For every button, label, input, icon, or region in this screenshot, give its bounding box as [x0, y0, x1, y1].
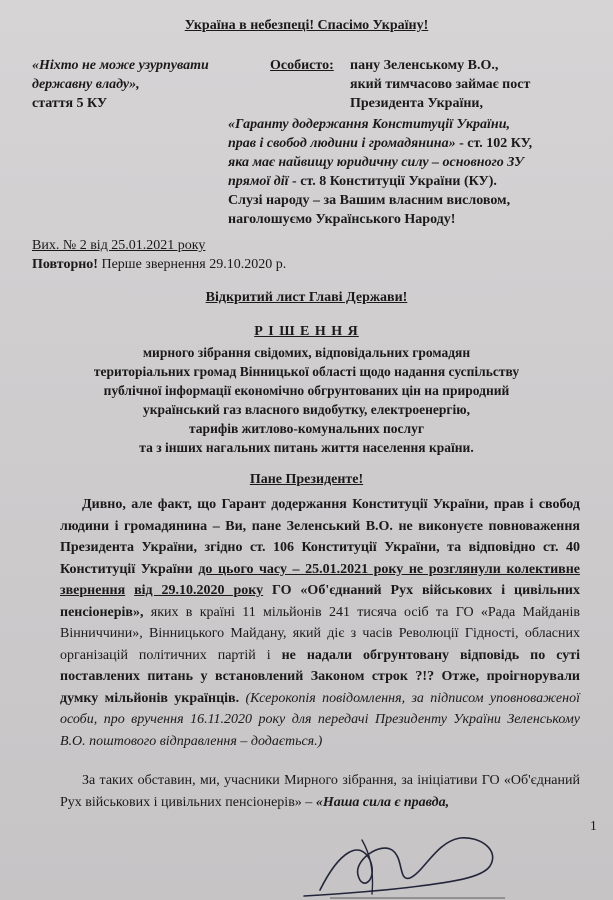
addressee-line-6: яка має найвищу юридичну силу – основного ЗУ	[228, 155, 524, 170]
p1-text-f: яких в країні 11 мільйонів 241 тисяча осіб та ГО «Рада Майданів Вінниччини», Вінницького Майдану, який діє з часів Революції Гідності, обласних організацій політичних партій і	[60, 604, 580, 663]
decision-line-1: мирного зібрання свідомих, відповідальних громадян	[142, 345, 471, 360]
addressee-line-7	[228, 174, 497, 190]
addressee-line-1: пану Зеленському В.О.,	[350, 58, 499, 73]
addressee-line-5-italic: прав і свобод людини і громадянина»	[228, 136, 456, 151]
repeat-label: Повторно!	[32, 257, 98, 272]
p1-text-a: Дивно, але факт, що Гарант додержання Конституції України, прав і свобод людини і громадянина – Ви, пане Зеленський В.О. не виконуєте повноваження Президента України, згідно ст. 106 Конституції України, та відповідно ст. 40 Конституції України	[60, 497, 580, 577]
p1-text-e: ГО «Об'єднаний Рух військових і цивільних пенсіонерів»,	[60, 583, 580, 620]
p1-text-h: (Ксерокопія повідомлення, за підписом уповноваженої особи, про вручення 16.11.2020 року для передачі Президенту України Зеленському В.О. поштового відправлення – додається.)	[60, 690, 580, 749]
page-number: 1	[590, 818, 597, 833]
signature	[300, 820, 510, 900]
repeat-text: Перше звернення 29.10.2020 р.	[101, 257, 287, 272]
addressee-line-8: Слузі народу – за Вашим власним висловом,	[228, 193, 511, 208]
paragraph-2	[60, 770, 580, 813]
p2-text-b: «Наша сила є правда,	[315, 794, 450, 810]
addressee-line-4: «Гаранту додержання Конституції України,	[228, 117, 510, 132]
open-letter-title: Відкритий лист Главі Держави!	[205, 290, 408, 305]
p1-text-c	[125, 583, 134, 598]
addressee-label: Особисто:	[270, 58, 334, 73]
repeat-line	[32, 257, 286, 273]
addressee-line-5	[228, 136, 532, 152]
decision-line-2: територіальних громад Вінницької області щодо надання суспільству	[93, 364, 520, 379]
p1-text-b: до цього часу – 25.01.2021 року не розглянули колективне звернення	[60, 561, 580, 598]
epigraph-line-1: «Ніхто не може узурпувати	[32, 58, 209, 73]
addressee-line-3: Президента України,	[350, 96, 483, 111]
decision-line-3: публічної інформації економічно обгрунтованих цін на природний	[103, 383, 510, 398]
paragraph-1	[60, 494, 580, 752]
decision-title: Р І Ш Е Н Н Я	[254, 324, 359, 339]
p1-text-g: не надали обгрунтовану відповідь по суті поставлених питань у встановлений Законом строк ?!? Отже, проігнорували думку мільйонів українців.	[60, 647, 580, 706]
addressee-line-7-italic: прямої дії	[228, 174, 289, 189]
p1-text-d: від 29.10.2020 року	[134, 583, 264, 598]
decision-line-4: український газ власного видобутку, електроенергію,	[143, 402, 470, 417]
header-title: Україна в небезпеці! Спасімо Україну!	[184, 18, 429, 33]
addressee-line-2: який тимчасово займає пост	[350, 77, 531, 92]
addressee-line-5-article: - ст. 102 КУ,	[455, 136, 533, 151]
addressee-line-9: наголошуємо Українського Народу!	[228, 212, 456, 227]
p2-text-a: За таких обставин, ми, учасники Мирного зібрання, за ініціативи ГО «Об'єднаний Рух військових і цивільних пенсіонерів» –	[60, 773, 580, 810]
addressee-line-7-article: - ст. 8 Конституції України (КУ).	[288, 174, 497, 189]
epigraph-line-2: державну владу»,	[32, 77, 140, 92]
outgoing-number: Вих. № 2 від 25.01.2021 року	[32, 238, 206, 253]
decision-line-6: та з інших нагальних питань життя населення країни.	[139, 440, 474, 455]
salutation: Пане Президенте!	[249, 472, 364, 487]
decision-line-5: тарифів житлово-комунальних послуг	[189, 421, 424, 436]
epigraph-line-3: стаття 5 КУ	[32, 96, 108, 111]
